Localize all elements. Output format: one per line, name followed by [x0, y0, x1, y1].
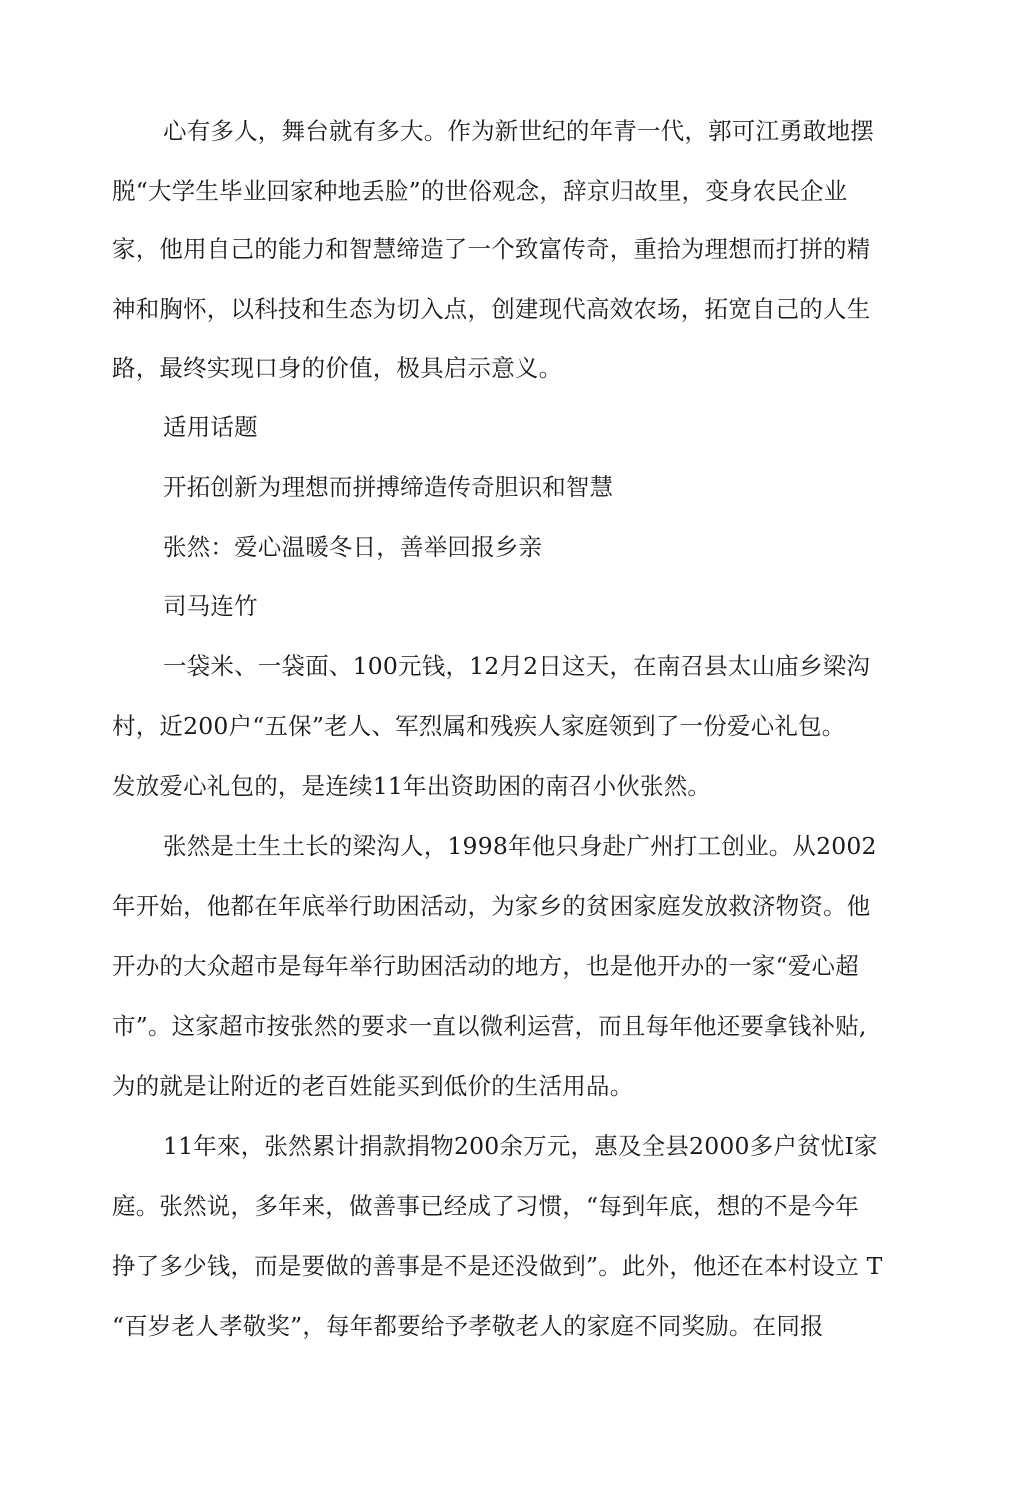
paragraph-4-line-1: 11年來，张然累计捐款捐物200余万元，惠及全县2000多户贫忧I家 — [163, 1132, 878, 1160]
paragraph-1-line-1: 心有多人，舞台就有多大。作为新世纪的年青一代，郭可江勇敢地摆 — [163, 117, 874, 145]
paragraph-2-line-2: 村，近200户“五保”老人、军烈属和残疾人家庭领到了一份爱心礼包。 — [112, 712, 846, 740]
paragraph-1-line-3: 家，他用自己的能力和智慧缔造了一个致富传奇，重拾为理想而打拼的精 — [112, 235, 871, 263]
paragraph-3-line-5: 为的就是让附近的老百姓能买到低价的生活用品。 — [112, 1072, 634, 1100]
paragraph-1-line-2: 脱“大学生毕业回家种地丢脸”的世俗观念，辞京归故里，变身农民企业 — [112, 177, 848, 205]
topic-list: 开拓创新为理想而拼搏缔造传奇胆识和智慧 — [163, 473, 614, 501]
paragraph-4-line-2: 庭。张然说，多年来，做善事已经成了习惯，“每到年底，想的不是今年 — [112, 1192, 859, 1220]
paragraph-1-line-4: 神和胸怀，以科技和生态为切入点，创建现代高效农场，拓宽自己的人生 — [112, 295, 871, 323]
paragraph-2-line-1: 一袋米、一袋面、100元钱，12月2日这天，在南召县太山庙乡梁沟 — [163, 652, 871, 680]
article-author: 司马连竹 — [163, 592, 258, 620]
paragraph-3-line-3: 开办的大众超市是每年举行助困活动的地方，也是他开办的一家“爱心超 — [112, 952, 859, 980]
paragraph-3-line-2: 年开始，他都在年底举行助困活动，为家乡的贫困家庭发放救济物资。他 — [112, 892, 871, 920]
paragraph-4-line-3: 挣了多少钱，而是要做的善事是不是还没做到”。此外，他还在本村设立 T — [112, 1252, 883, 1280]
paragraph-3-line-1: 张然是土生土长的梁沟人，1998年他只身赴广州打工创业。从2002 — [163, 832, 877, 860]
topic-heading: 适用话题 — [163, 413, 258, 441]
paragraph-1-line-5: 路，最终实现口身的价值，极具启示意义。 — [112, 354, 563, 382]
article-title: 张然：爱心温暖冬日，善举回报乡亲 — [163, 533, 543, 561]
paragraph-2-line-3: 发放爱心礼包的，是连续11年出资助困的南召小伙张然。 — [112, 772, 712, 800]
paragraph-4-line-4: “百岁老人孝敬奖”，每年都要给予孝敬老人的家庭不同奖励。在同报 — [112, 1312, 824, 1340]
paragraph-3-line-4: 市”。这家超市按张然的要求一直以微利运营，而且每年他还要拿钱补贴, — [112, 1012, 867, 1040]
